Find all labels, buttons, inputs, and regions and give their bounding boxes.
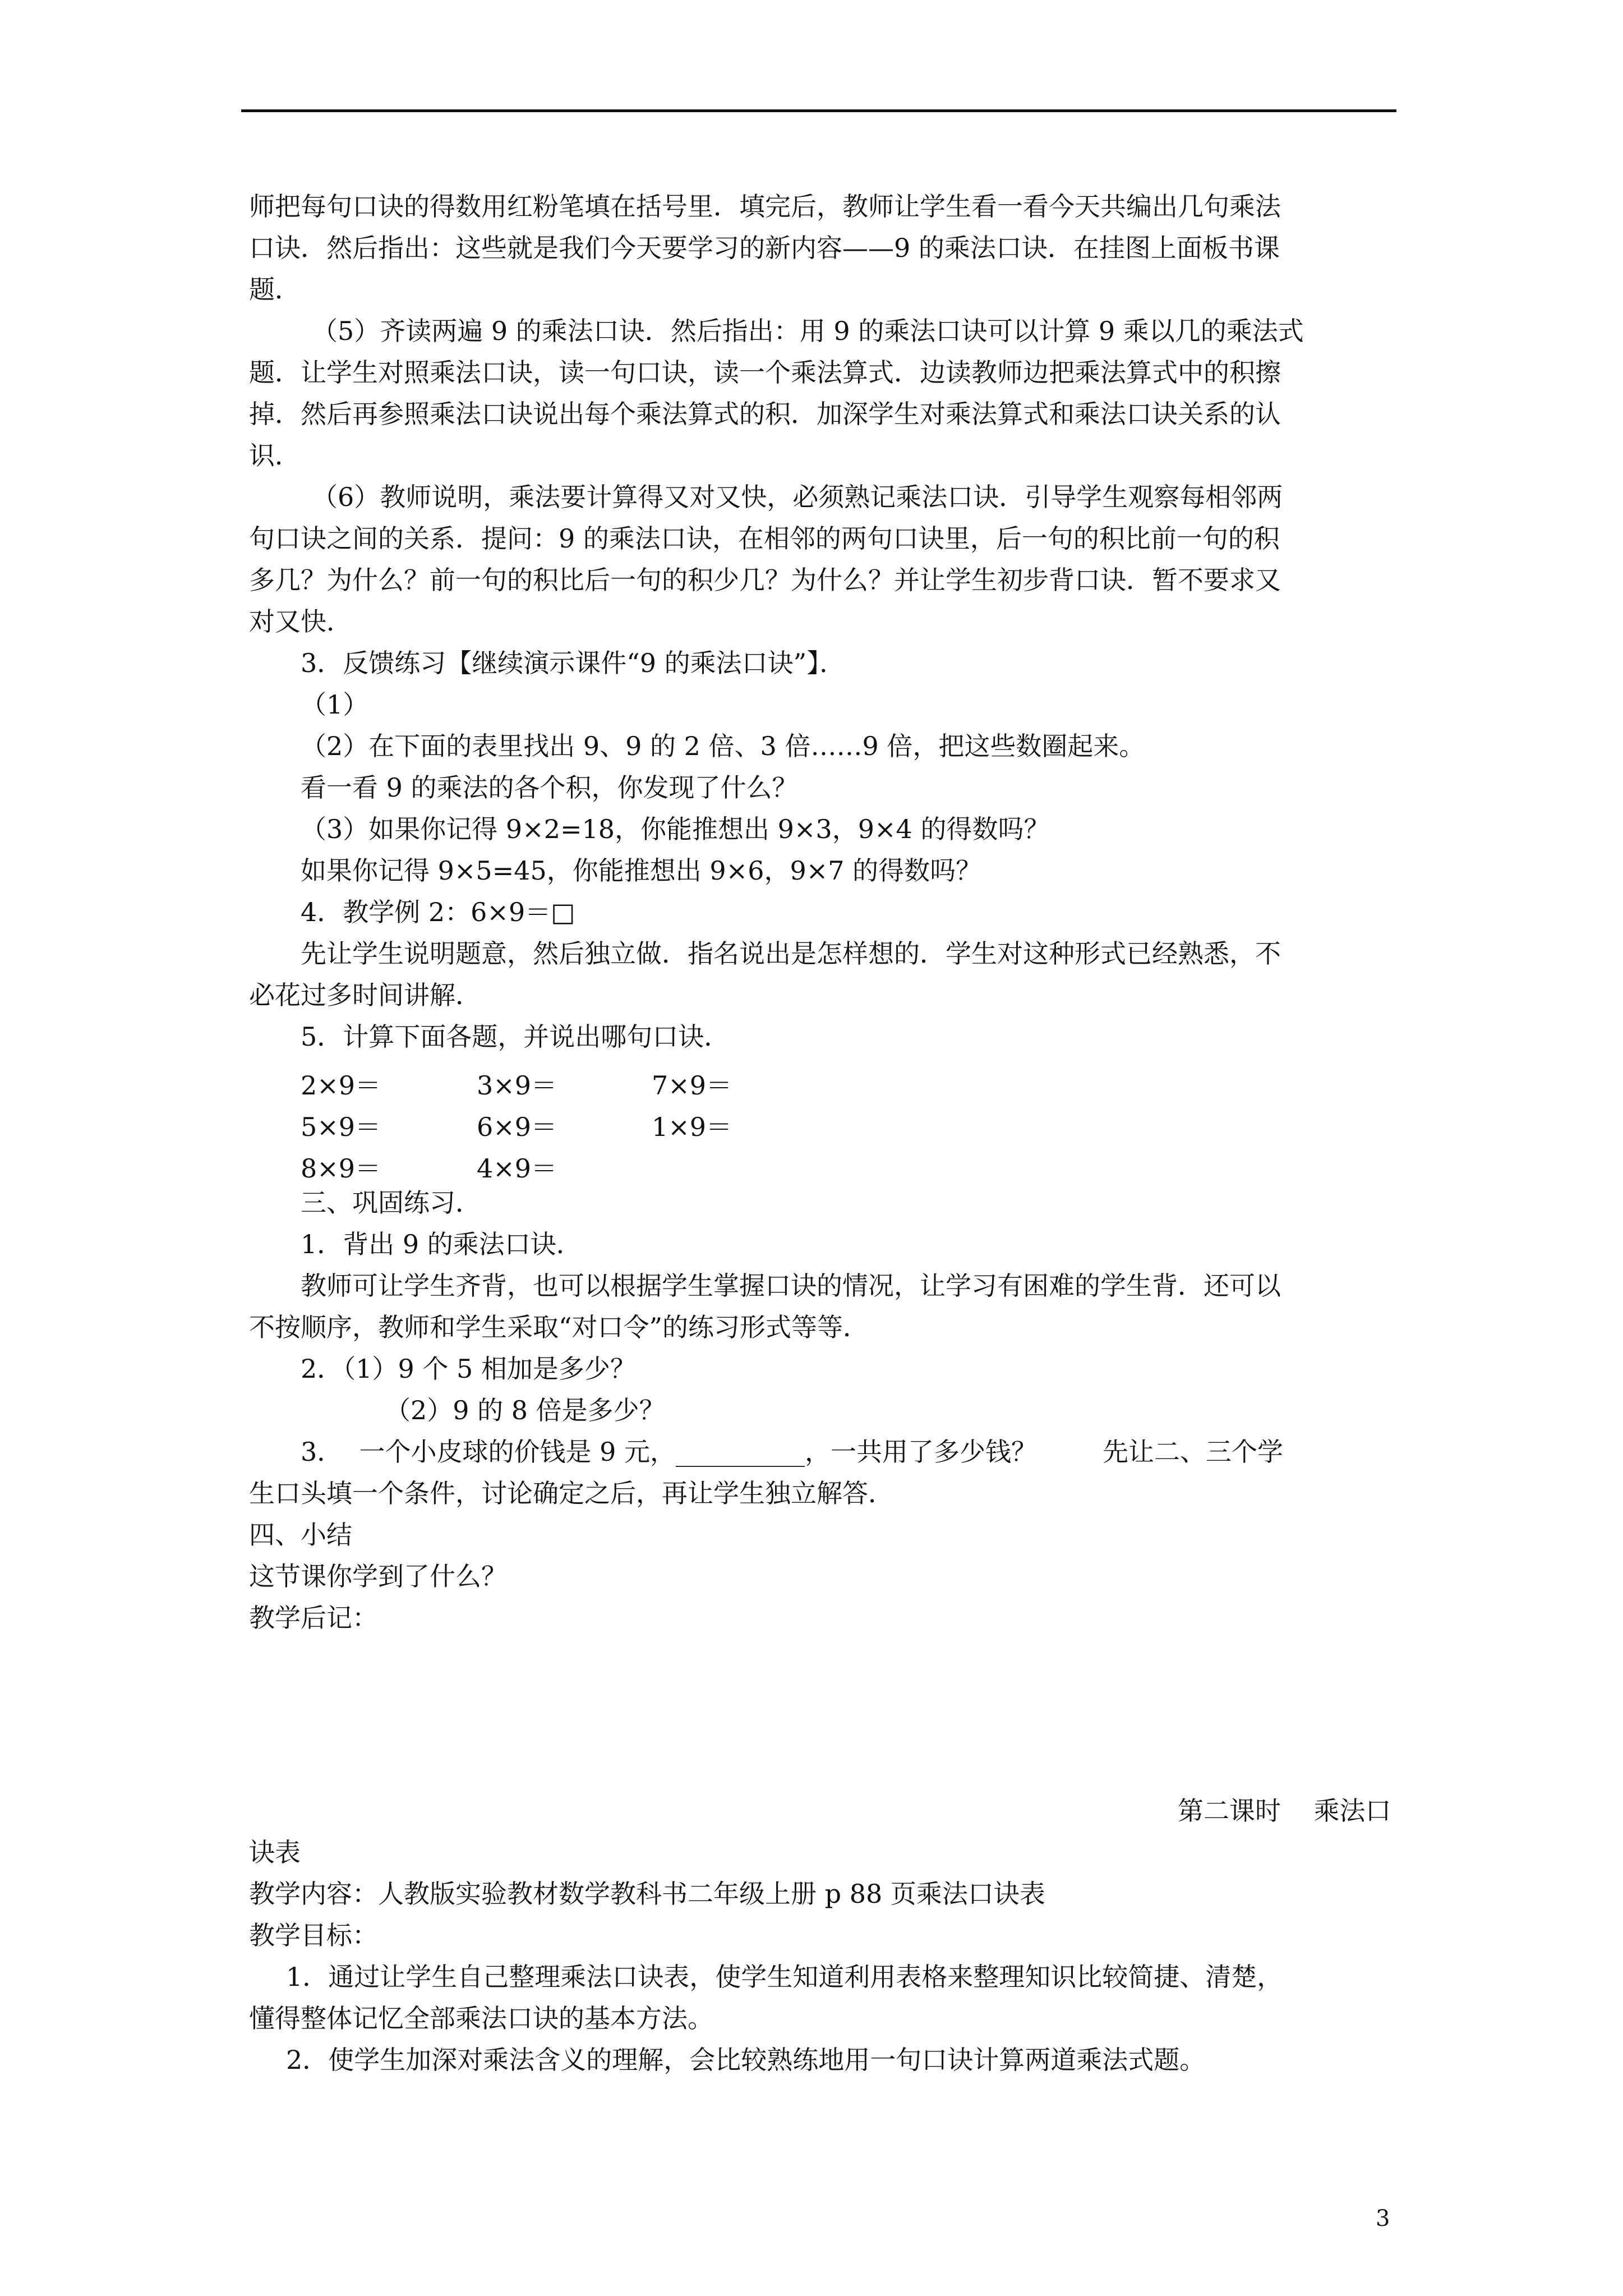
paragraph-line: 必花过多时间讲解． (249, 980, 481, 1010)
paragraph-line: 3．反馈练习【继续演示课件“9 的乘法口诀”】． (301, 648, 846, 678)
lesson-title: 第二课时 乘法口 (1178, 1796, 1391, 1826)
paragraph-line: 4．教学例 2：6×9＝□ (301, 897, 575, 927)
paragraph-line: 多几？为什么？前一句的积比后一句的积少几？为什么？并让学生初步背口诀．暂不要求又 (249, 565, 1281, 595)
paragraph-line: 句口诀之间的关系．提问：9 的乘法口诀，在相邻的两句口诀里，后一句的积比前一句的积 (249, 523, 1280, 554)
paragraph-line: （2）9 的 8 倍是多少？ (385, 1395, 665, 1425)
paragraph-line: 1．通过让学生自己整理乘法口诀表，使学生知道利用表格来整理知识比较简捷、清楚， (286, 1962, 1283, 1992)
page-number: 3 (1376, 2206, 1390, 2231)
paragraph-line: 这节课你学到了什么？ (249, 1561, 507, 1591)
section-heading: 三、巩固练习． (301, 1188, 481, 1218)
exercise-cell: 8×9＝ (301, 1153, 381, 1184)
paragraph-line: 5．计算下面各题，并说出哪句口诀． (301, 1022, 730, 1052)
exercise-cell: 3×9＝ (477, 1070, 557, 1101)
paragraph-line: 懂得整体记忆全部乘法口诀的基本方法。 (249, 2003, 713, 2033)
exercise-cell: 1×9＝ (652, 1112, 732, 1142)
paragraph-line: 2．使学生加深对乘法含义的理解，会比较熟练地用一句口诀计算两道乘法式题。 (286, 2045, 1206, 2075)
exercise-cell: 6×9＝ (477, 1112, 557, 1142)
section-heading: 四、小结 (249, 1520, 352, 1550)
paragraph-line: 题．让学生对照乘法口诀，读一句口诀，读一个乘法算式．边读教师边把乘法算式中的积擦 (249, 357, 1281, 388)
paragraph-line: 题． (249, 274, 301, 305)
paragraph-line: 口诀．然后指出：这些就是我们今天要学习的新内容——9 的乘法口诀．在挂图上面板书课 (249, 233, 1280, 263)
paragraph-line: （6）教师说明，乘法要计算得又对又快，必须熟记乘法口诀．引导学生观察每相邻两 (312, 482, 1283, 512)
paragraph-line: 如果你记得 9×5=45，你能推想出 9×6，9×7 的得数吗？ (301, 855, 982, 886)
paragraph-line: 1．背出 9 的乘法口诀． (301, 1229, 582, 1259)
lesson-title-continued: 诀表 (249, 1837, 301, 1867)
paragraph-line: 对又快． (249, 606, 352, 637)
paragraph-line: 识． (249, 440, 301, 471)
paragraph-line: 教学内容：人教版实验教材数学教科书二年级上册 p 88 页乘法口诀表 (249, 1879, 1045, 1909)
paragraph-line: 不按顺序，教师和学生采取“对口令”的练习形式等等． (249, 1312, 869, 1342)
exercise-cell: 7×9＝ (652, 1070, 732, 1101)
paragraph-line: 教学目标： (249, 1920, 378, 1950)
paragraph-line: （3）如果你记得 9×2=18，你能推想出 9×3，9×4 的得数吗？ (301, 814, 1050, 844)
exercise-cell: 5×9＝ (301, 1112, 381, 1142)
exercise-cell: 4×9＝ (477, 1153, 557, 1184)
paragraph-line: （5）齐读两遍 9 的乘法口诀．然后指出：用 9 的乘法口诀可以计算 9 乘以几的乘法式 (312, 316, 1304, 346)
paragraph-line: 3． 一个小皮球的价钱是 9 元，__________，一共用了多少钱？ 先让二、三个学 (301, 1437, 1283, 1467)
paragraph-line: 掉．然后再参照乘法口诀说出每个乘法算式的积．加深学生对乘法算式和乘法口诀关系的认 (249, 399, 1281, 429)
header-rule (241, 109, 1396, 112)
paragraph-line: （1） (301, 689, 369, 720)
paragraph-line: 教学后记： (249, 1603, 378, 1633)
paragraph-line: （2）在下面的表里找出 9、9 的 2 倍、3 倍……9 倍，把这些数圈起来。 (301, 731, 1145, 761)
paragraph-line: 先让学生说明题意，然后独立做．指名说出是怎样想的．学生对这种形式已经熟悉，不 (301, 938, 1281, 969)
paragraph-line: 看一看 9 的乘法的各个积，你发现了什么？ (301, 772, 798, 803)
paragraph-line: 师把每句口诀的得数用红粉笔填在括号里．填完后，教师让学生看一看今天共编出几句乘法 (249, 191, 1281, 222)
exercise-cell: 2×9＝ (301, 1070, 381, 1101)
paragraph-line: 2．（1）9 个 5 相加是多少？ (301, 1354, 636, 1384)
paragraph-line: 教师可让学生齐背，也可以根据学生掌握口诀的情况，让学习有困难的学生背．还可以 (301, 1271, 1281, 1301)
paragraph-line: 生口头填一个条件，讨论确定之后，再让学生独立解答． (249, 1478, 894, 1508)
